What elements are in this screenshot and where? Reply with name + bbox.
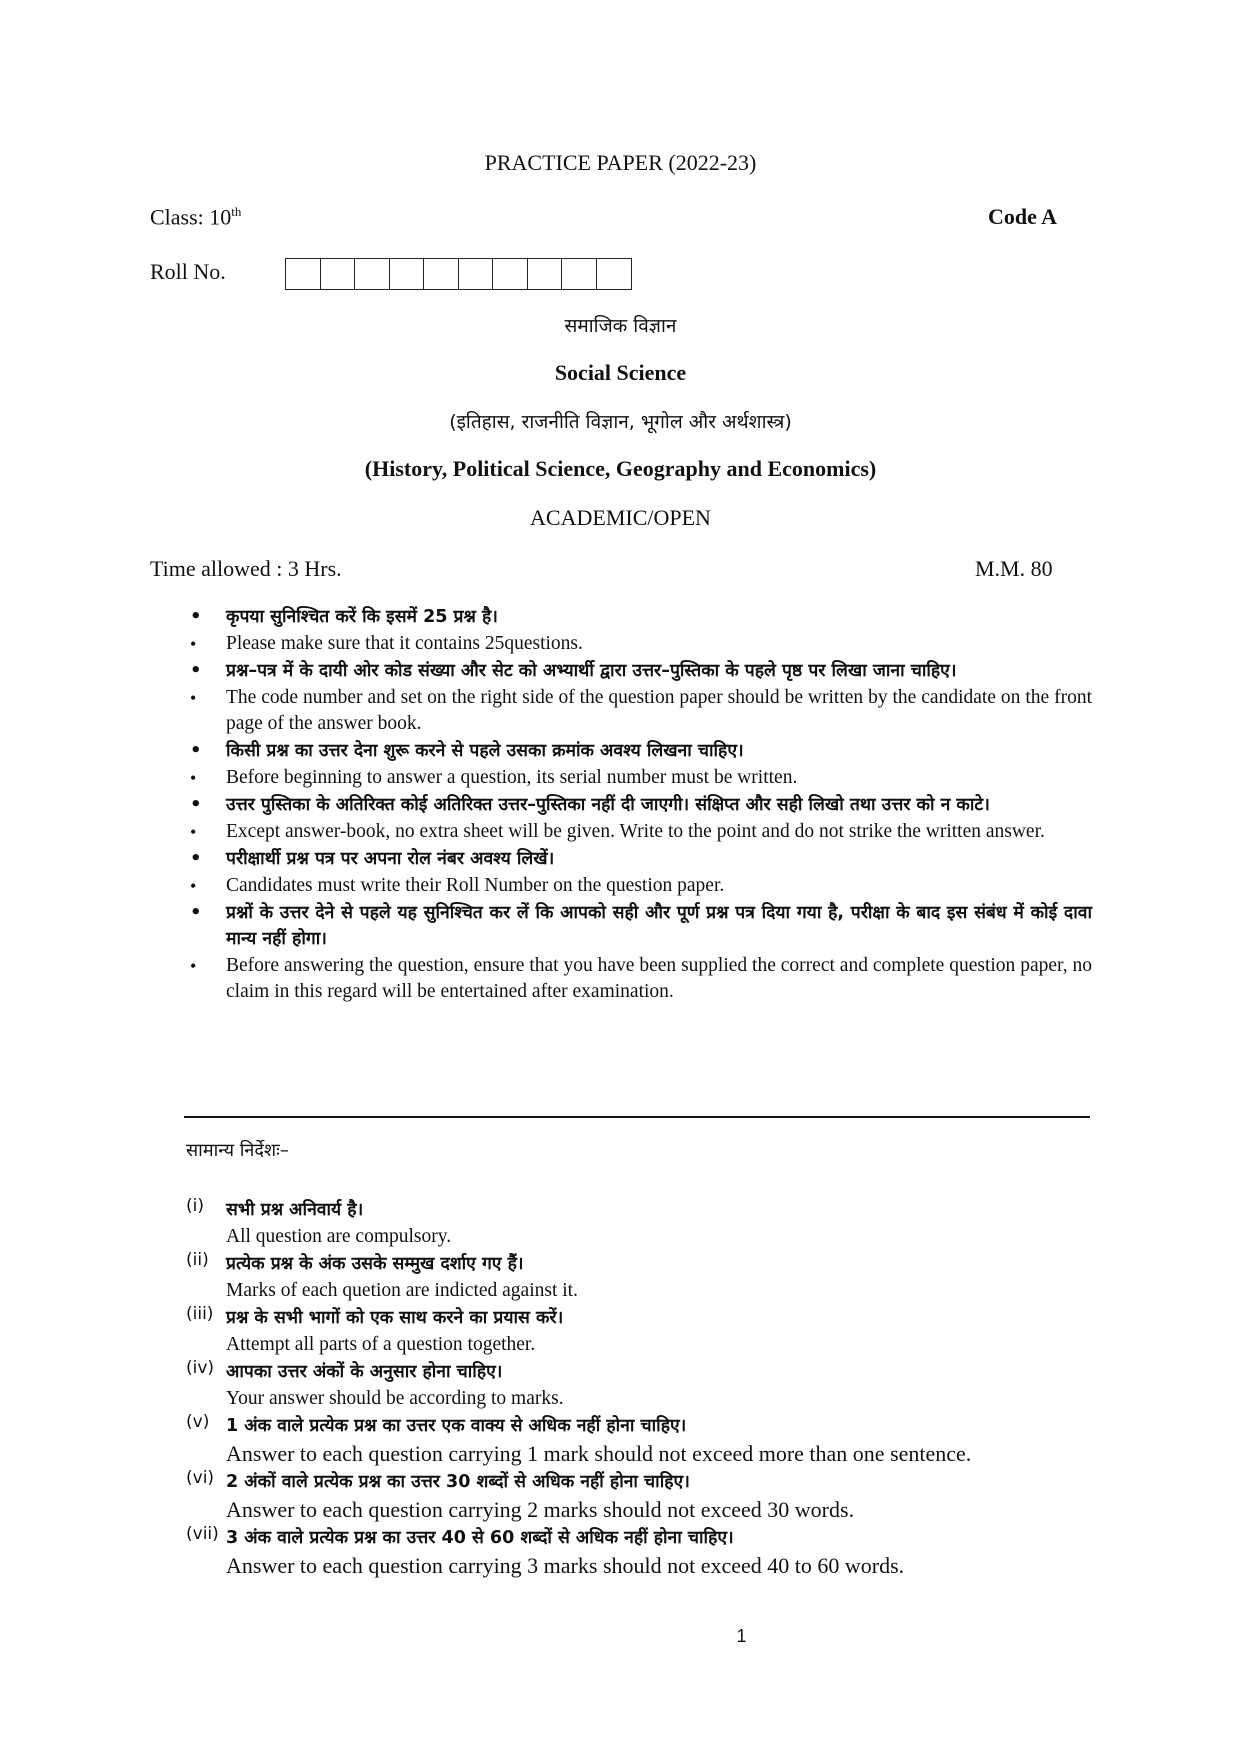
instruction-item [172, 604, 1092, 630]
roll-number-cell[interactable] [562, 259, 597, 289]
item-hindi: आपका उत्तर अंकों के अनुसार होना चाहिए। [226, 1362, 503, 1382]
bullet-icon: • [190, 688, 197, 708]
streams-hindi: (इतिहास, राजनीति विज्ञान, भूगोल और अर्थशास्त्र) [449, 411, 792, 433]
instruction-item [172, 953, 1092, 1005]
instructions-list [172, 604, 1092, 1006]
roll-number-cell[interactable] [424, 259, 459, 289]
general-instructions-list [186, 1196, 1086, 1580]
streams-english: (History, Political Science, Geography and Economics) [364, 456, 877, 481]
instruction-text: कृपया सुनिश्चित करें कि इसमें 25 प्रश्न है। [226, 607, 498, 627]
item-english: Answer to each question carrying 3 marks should not exceed 40 to 60 words. [226, 1553, 905, 1578]
instruction-text: The code number and set on the right side of the question paper should be written by the candidate on the front page of the answer book. [226, 687, 1092, 734]
instruction-text: उत्तर पुस्तिका के अतिरिक्त कोई अतिरिक्त उत्तर–पुस्तिका नहीं दी जाएगी। संक्षिप्त और सही लिखो तथा उत्तर को न काटे। [226, 795, 990, 815]
instruction-text: Please make sure that it contains 25questions. [226, 633, 583, 654]
subject-english: Social Science [554, 360, 687, 385]
bullet-icon: • [190, 660, 202, 681]
roll-number-cell[interactable] [390, 259, 425, 289]
general-instruction-item [186, 1524, 1086, 1580]
max-marks: M.M. 80 [975, 556, 1053, 581]
general-instruction-item [186, 1412, 1086, 1468]
class-label [150, 204, 241, 230]
instruction-text: किसी प्रश्न का उत्तर देना शुरू करने से पहले उसका क्रमांक अवश्य लिखना चाहिए। [226, 741, 744, 761]
item-number: (vi) [186, 1468, 215, 1488]
page-number: 1 [736, 1626, 747, 1646]
code-label: Code A [988, 204, 1058, 229]
instruction-item [172, 846, 1092, 872]
item-number: (i) [186, 1196, 204, 1216]
item-english: All question are compulsory. [226, 1226, 452, 1247]
class-value: Class: 10 [150, 204, 232, 230]
item-number: (iii) [186, 1304, 214, 1324]
paper-title: PRACTICE PAPER (2022-23) [484, 150, 757, 175]
divider [184, 1116, 1090, 1118]
instruction-text: परीक्षार्थी प्रश्न पत्र पर अपना रोल नंबर अवश्य लिखें। [226, 849, 555, 869]
general-instruction-item [186, 1468, 1086, 1524]
bullet-icon: • [190, 902, 202, 923]
bullet-icon: • [190, 634, 197, 654]
item-number: (vii) [186, 1524, 219, 1544]
item-english: Answer to each question carrying 1 mark should not exceed more than one sentence. [226, 1441, 972, 1466]
instruction-item [172, 792, 1092, 818]
roll-number-label: Roll No. [150, 259, 226, 284]
item-hindi: 2 अंकों वाले प्रत्येक प्रश्न का उत्तर 30 शब्दों से अधिक नहीं होना चाहिए। [226, 1472, 690, 1492]
instruction-item [172, 738, 1092, 764]
bullet-icon: • [190, 876, 197, 896]
time-allowed: Time allowed : 3 Hrs. [150, 556, 342, 581]
instruction-item [172, 819, 1092, 845]
item-hindi: प्रत्येक प्रश्न के अंक उसके सम्मुख दर्शाए गए हैं। [226, 1254, 524, 1274]
item-hindi: 3 अंक वाले प्रत्येक प्रश्न का उत्तर 40 से 60 शब्दों से अधिक नहीं होना चाहिए। [226, 1528, 734, 1548]
exam-mode: ACADEMIC/OPEN [530, 505, 711, 530]
item-english: Attempt all parts of a question together. [226, 1334, 536, 1355]
item-hindi: 1 अंक वाले प्रत्येक प्रश्न का उत्तर एक वाक्य से अधिक नहीं होना चाहिए। [226, 1416, 687, 1436]
instruction-item [172, 631, 1092, 657]
instruction-item [172, 658, 1092, 684]
instruction-text: Except answer-book, no extra sheet will be given. Write to the point and do not strike the written answer. [226, 821, 1045, 842]
item-english: Your answer should be according to marks. [226, 1388, 564, 1409]
roll-number-cell[interactable] [493, 259, 528, 289]
bullet-icon: • [190, 848, 202, 869]
roll-number-cell[interactable] [597, 259, 632, 289]
bullet-icon: • [190, 740, 202, 761]
instruction-text: Before beginning to answer a question, its serial number must be written. [226, 767, 798, 788]
general-instruction-item [186, 1250, 1086, 1304]
class-suffix: th [231, 204, 242, 219]
general-instruction-item [186, 1196, 1086, 1250]
item-hindi: प्रश्न के सभी भागों को एक साथ करने का प्रयास करें। [226, 1308, 564, 1328]
roll-number-cell[interactable] [286, 259, 321, 289]
roll-number-boxes[interactable] [285, 258, 632, 290]
instruction-item [172, 900, 1092, 952]
subject-hindi: समाजिक विज्ञान [564, 315, 677, 337]
bullet-icon: • [190, 956, 197, 976]
roll-number-cell[interactable] [459, 259, 494, 289]
roll-number-cell[interactable] [355, 259, 390, 289]
instruction-item [172, 685, 1092, 737]
instruction-text: Before answering the question, ensure that you have been supplied the correct and complete question paper, no claim in this regard will be entertained after examination. [226, 955, 1092, 1002]
item-hindi: सभी प्रश्न अनिवार्य है। [226, 1200, 364, 1220]
roll-number-cell[interactable] [528, 259, 563, 289]
item-english: Marks of each quetion are indicted against it. [226, 1280, 578, 1301]
bullet-icon: • [190, 768, 197, 788]
general-instruction-item [186, 1358, 1086, 1412]
bullet-icon: • [190, 794, 202, 815]
bullet-icon: • [190, 822, 197, 842]
instruction-item [172, 765, 1092, 791]
bullet-icon: • [190, 606, 202, 627]
roll-number-cell[interactable] [321, 259, 356, 289]
instruction-item [172, 873, 1092, 899]
instruction-text: प्रश्नों के उत्तर देने से पहले यह सुनिश्चित कर लें कि आपको सही और पूर्ण प्रश्न पत्र दिया गया है, परीक्षा के बाद इस संबंध में कोई दावा मान्य नहीं होगा। [226, 903, 1092, 949]
item-number: (iv) [186, 1358, 215, 1378]
instruction-text: प्रश्न–पत्र में के दायी ओर कोड संख्या और सेट को अभ्यार्थी द्वारा उत्तर–पुस्तिका के पहले पृष्ठ पर लिखा जाना चाहिए। [226, 661, 957, 681]
item-number: (v) [186, 1412, 210, 1432]
item-number: (ii) [186, 1250, 209, 1270]
general-instructions-heading: सामान्य निर्देशः– [186, 1140, 289, 1161]
item-english: Answer to each question carrying 2 marks should not exceed 30 words. [226, 1497, 855, 1522]
instruction-text: Candidates must write their Roll Number on the question paper. [226, 875, 725, 896]
general-instruction-item [186, 1304, 1086, 1358]
